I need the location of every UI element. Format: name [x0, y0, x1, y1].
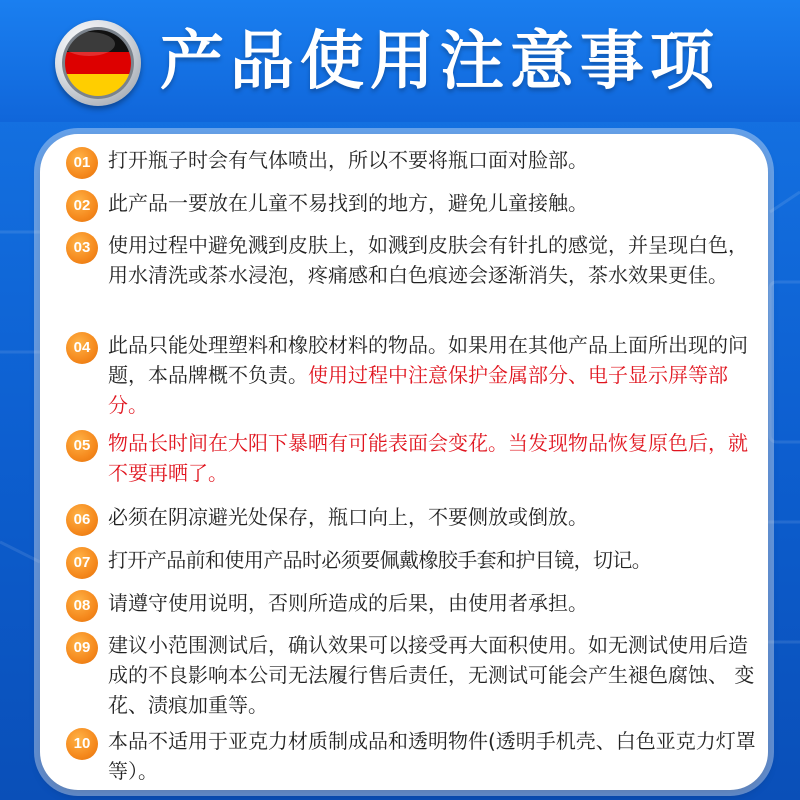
- list-item: [66, 145, 756, 179]
- item-number-badge: 06: [66, 504, 98, 536]
- item-text: 此品只能处理塑料和橡胶材料的物品。如果用在其他产品上面所出现的问题，本品牌概不负责。使用过程中注意保护金属部分、电子显示屏等部分。: [108, 333, 748, 417]
- item-text: 必须在阴凉避光处保存，瓶口向上，不要侧放或倒放。: [108, 505, 588, 529]
- header-banner: [0, 0, 800, 122]
- item-text: [108, 428, 756, 488]
- list-item: [66, 230, 756, 290]
- warning-text: 使用过程中注意保护金属部分、电子显示屏等部分。: [108, 363, 728, 417]
- item-text: 请遵守使用说明，否则所造成的后果，由使用者承担。: [108, 591, 588, 615]
- item-text: 建议小范围测试后，确认效果可以接受再大面积使用。如无测试使用后造成的不良影响本公司无法履行售后责任，无测试可能会产生褪色腐蚀、 变花、渍痕加重等。: [108, 633, 755, 717]
- item-text: 本品不适用于亚克力材质制成品和透明物件(透明手机壳、白色亚克力灯罩等）。: [108, 729, 756, 783]
- item-number-badge: 04: [66, 332, 98, 364]
- item-number-badge: 03: [66, 232, 98, 264]
- item-number-badge: 09: [66, 632, 98, 664]
- list-item: [66, 726, 756, 786]
- item-text: 打开产品前和使用产品时必须要佩戴橡胶手套和护目镜，切记。: [108, 548, 652, 572]
- list-item: [66, 545, 756, 579]
- list-item: [66, 588, 756, 622]
- item-number-badge: 08: [66, 590, 98, 622]
- list-item: [66, 188, 756, 222]
- list-item: [66, 502, 756, 536]
- item-text: 此产品一要放在儿童不易找到的地方，避免儿童接触。: [108, 191, 588, 215]
- list-item: [66, 428, 756, 488]
- item-number-badge: 10: [66, 728, 98, 760]
- item-number-badge: 07: [66, 547, 98, 579]
- page-title: 产品使用注意事项: [160, 25, 720, 99]
- warning-text: 物品长时间在大阳下暴晒有可能表面会变花。当发现物品恢复原色后，就不要再晒了。: [108, 431, 748, 485]
- list-item: [66, 330, 756, 420]
- item-number-badge: 05: [66, 430, 98, 462]
- list-item: [66, 630, 756, 720]
- item-text: 打开瓶子时会有气体喷出，所以不要将瓶口面对脸部。: [108, 148, 588, 172]
- germany-flag-icon: [55, 20, 141, 106]
- item-number-badge: 01: [66, 147, 98, 179]
- item-text: 使用过程中避免溅到皮肤上，如溅到皮肤会有针扎的感觉，并呈现白色，用水清洗或茶水浸泡，疼痛感和白色痕迹会逐渐消失，茶水效果更佳。: [108, 233, 748, 287]
- item-number-badge: 02: [66, 190, 98, 222]
